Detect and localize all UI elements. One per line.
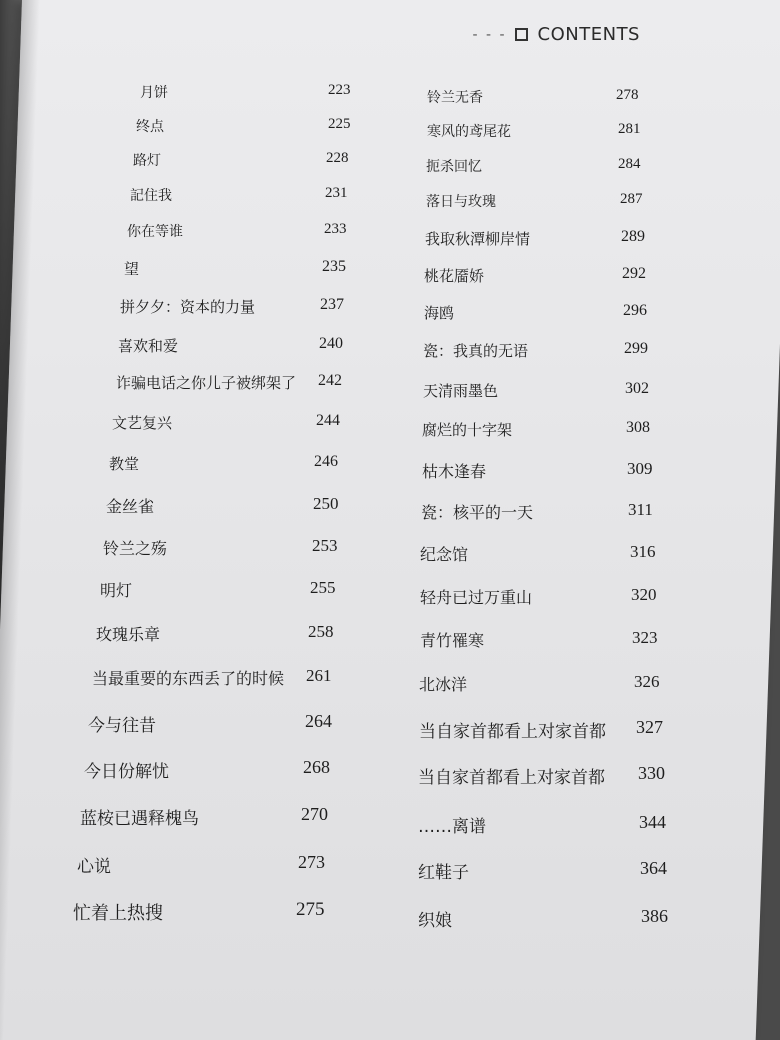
toc-entry-title: ……离谱 (418, 817, 486, 837)
toc-entry-page-number: 270 (301, 804, 328, 824)
toc-entry-right (0, 717, 780, 749)
toc-entry-title: 纪念馆 (420, 545, 469, 564)
toc-entry-title: 我取秋潭柳岸情 (425, 230, 531, 248)
toc-entry-title: 青竹罹寒 (420, 631, 485, 650)
toc-entry-page-number: 250 (313, 494, 339, 513)
toc-entry-right (0, 419, 780, 451)
toc-entry-right (0, 906, 780, 938)
toc-entry-right (0, 628, 780, 660)
toc-entry-title: 天清雨墨色 (423, 382, 499, 400)
toc-entry-title: 瓷：核平的一天 (421, 503, 534, 522)
toc-entry-right (0, 812, 780, 844)
toc-entry-page-number: 223 (328, 82, 351, 98)
toc-entry-page-number: 258 (308, 622, 334, 641)
toc-entry-title: 铃兰之殇 (103, 539, 168, 558)
header-dashes: - - - (472, 26, 507, 43)
toc-entry-right (0, 542, 780, 574)
toc-entry-title: 桃花靥娇 (424, 267, 485, 285)
toc-entry-page-number: 253 (312, 536, 338, 555)
toc-entry-title: 記住我 (130, 188, 172, 204)
toc-entry-right (0, 228, 780, 260)
toc-entry-title: 终点 (136, 119, 164, 135)
toc-entry-page-number: 309 (627, 459, 653, 478)
toc-entry-page-number: 327 (636, 717, 663, 737)
toc-entry-title: 寒风的鸢尾花 (427, 124, 511, 140)
toc-entry-title: 拼夕夕：资本的力量 (120, 298, 256, 316)
toc-entry-page-number: 268 (303, 757, 330, 777)
toc-entry-title: 铃兰无香 (427, 90, 483, 106)
toc-entry-title: 心说 (77, 857, 111, 877)
toc-entry-page-number: 244 (316, 412, 340, 429)
toc-entry-title: 织娘 (418, 911, 452, 931)
toc-entry-page-number: 287 (620, 191, 643, 207)
toc-entry-title: 金丝雀 (106, 497, 155, 516)
toc-entry-page-number: 316 (630, 542, 656, 561)
toc-entry-page-number: 242 (318, 372, 342, 389)
toc-entry-title: 北冰洋 (419, 675, 468, 694)
toc-entry-page-number: 326 (634, 672, 660, 691)
toc-entry-title: 当自家首都看上对家首都 (419, 722, 606, 742)
toc-entry-page-number: 231 (325, 185, 348, 201)
toc-entry-page-number: 273 (298, 852, 325, 872)
toc-entry-right (0, 763, 780, 795)
toc-entry-page-number: 246 (314, 453, 338, 470)
toc-entry-title: 扼杀回忆 (426, 159, 482, 175)
page-header (472, 24, 640, 45)
toc-entry-page-number: 228 (326, 150, 349, 166)
toc-entry-title: 腐烂的十字架 (422, 421, 513, 439)
toc-entry-right (0, 191, 780, 223)
toc-entry-page-number: 264 (305, 711, 332, 731)
toc-entry-title: 文艺复兴 (112, 414, 173, 432)
toc-entry-page-number: 311 (628, 500, 653, 519)
toc-entry-title: 当自家首都看上对家首都 (418, 768, 605, 788)
toc-entry-page-number: 275 (296, 899, 325, 920)
toc-entry-title: 枯木逢春 (422, 462, 487, 481)
toc-entry-title: 诈骗电话之你儿子被绑架了 (116, 374, 297, 392)
toc-entry-page-number: 292 (622, 265, 646, 282)
toc-entry-title: 玫瑰乐章 (96, 625, 161, 644)
toc-entry-page-number: 386 (641, 906, 668, 926)
toc-entry-page-number: 237 (320, 296, 344, 313)
toc-entry-right (0, 459, 780, 491)
header-square-icon (515, 28, 528, 41)
toc-entry-page-number: 364 (640, 858, 667, 878)
toc-entry-title: 落日与玫瑰 (426, 194, 496, 210)
toc-entry-page-number: 323 (632, 628, 658, 647)
toc-entry-title: 教堂 (109, 455, 140, 473)
toc-entry-title: 海鸥 (424, 304, 455, 322)
toc-entry-page-number: 240 (319, 335, 343, 352)
toc-entry-right (0, 500, 780, 532)
toc-entry-title: 蓝桉已遇释槐鸟 (80, 809, 199, 829)
toc-entry-page-number: 302 (625, 380, 649, 397)
toc-entry-page-number: 308 (626, 419, 650, 436)
toc-entry-page-number: 261 (306, 666, 332, 685)
toc-entry-right (0, 121, 780, 153)
toc-entry-page-number: 225 (328, 116, 351, 132)
toc-entry-right (0, 265, 780, 297)
toc-entry-page-number: 289 (621, 228, 645, 245)
toc-entry-page-number: 330 (638, 763, 665, 783)
toc-entry-page-number: 299 (624, 340, 648, 357)
toc-entry-title: 轻舟已过万重山 (420, 588, 533, 607)
toc-entry-right (0, 302, 780, 334)
toc-entry-title: 喜欢和爱 (118, 337, 179, 355)
toc-entry-title: 月饼 (140, 85, 168, 101)
toc-entry-page-number: 255 (310, 578, 336, 597)
toc-entry-page-number: 320 (631, 585, 657, 604)
toc-entry-title: 当最重要的东西丢了的时候 (92, 669, 285, 688)
toc-entry-title: 红鞋子 (418, 863, 469, 883)
toc-entry-right (0, 858, 780, 890)
toc-entry-page-number: 278 (616, 87, 639, 103)
toc-entry-right (0, 585, 780, 617)
toc-entry-title: 忙着上热搜 (73, 903, 163, 924)
toc-entry-title: 路灯 (133, 153, 161, 169)
toc-entry-page-number: 344 (639, 812, 666, 832)
toc-entry-title: 今与往昔 (88, 716, 156, 736)
toc-entry-right (0, 87, 780, 119)
toc-entry-page-number: 233 (324, 221, 347, 237)
toc-entry-right (0, 380, 780, 412)
toc-entry-title: 今日份解忧 (84, 762, 169, 782)
toc-entry-page-number: 296 (623, 302, 647, 319)
toc-entry-page-number: 235 (322, 258, 346, 275)
toc-entry-title: 望 (124, 260, 140, 278)
toc-entry-page-number: 284 (618, 156, 641, 172)
toc-entry-right (0, 672, 780, 704)
toc-entry-title: 明灯 (100, 581, 133, 600)
toc-entry-right (0, 156, 780, 188)
toc-entry-right (0, 340, 780, 372)
toc-entry-title: 瓷：我真的无语 (423, 342, 529, 360)
toc-entry-page-number: 281 (618, 121, 641, 137)
contents-heading: CONTENTS (537, 24, 640, 45)
toc-entry-title: 你在等谁 (127, 224, 183, 240)
